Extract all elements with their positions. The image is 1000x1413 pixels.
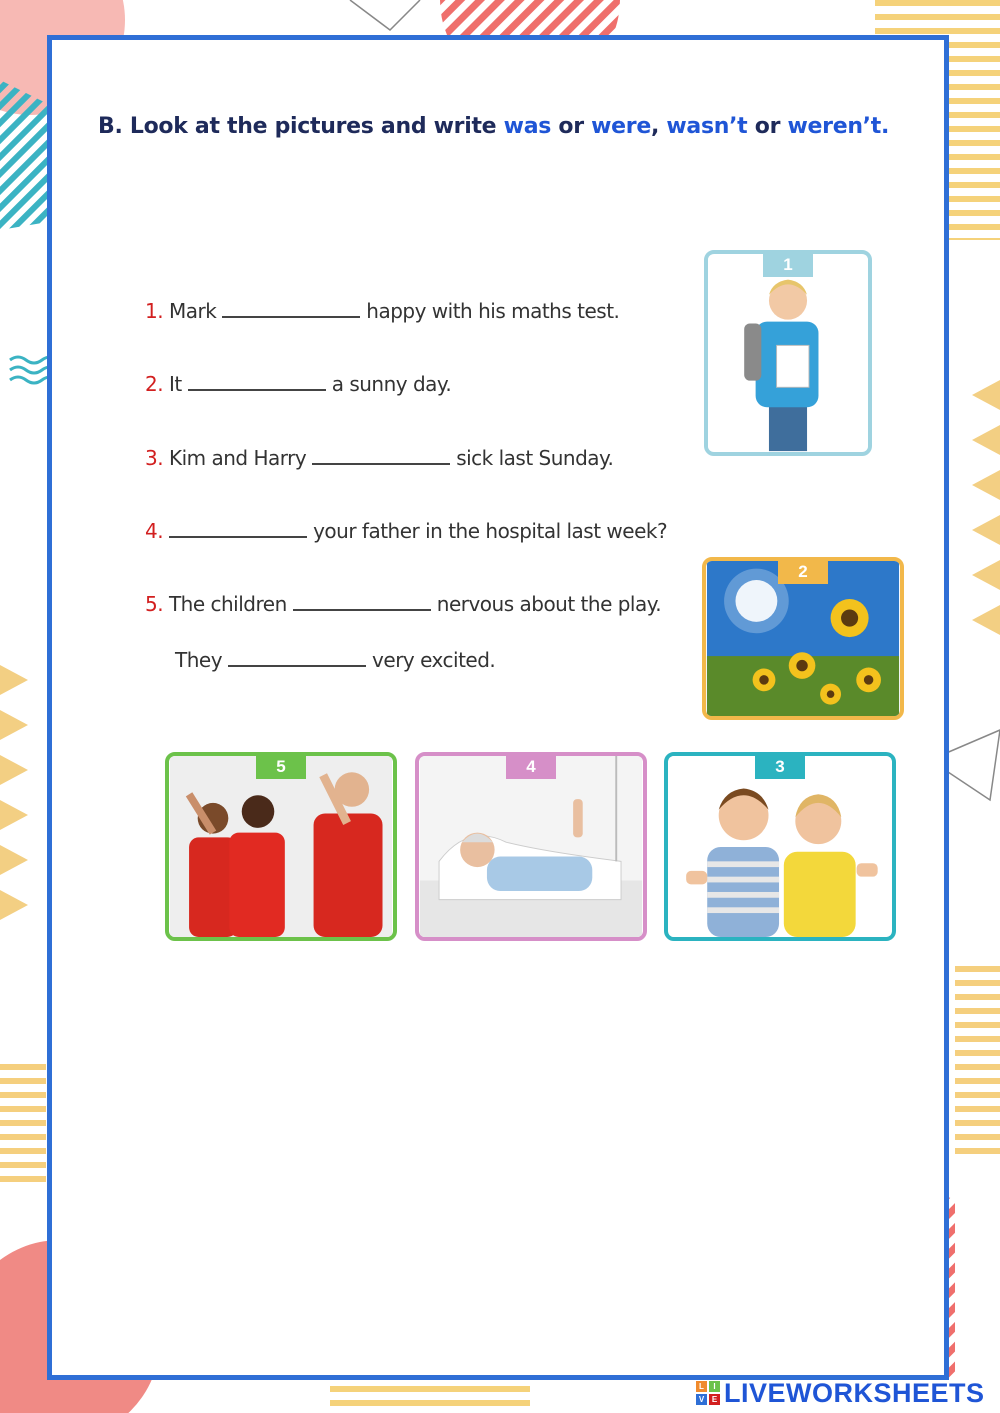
picture-number-badge: 2 [778,560,828,584]
exercise-item-4 [145,519,667,543]
exercise-item-2 [145,372,451,396]
title-prefix: B. Look at the pictures and write [98,114,497,139]
logo-grid-letter: I [709,1381,720,1392]
answer-blank-1[interactable] [222,300,360,318]
item-number: 4. [145,519,164,543]
keyword-was: was [503,114,552,139]
logo-grid-icon [696,1381,720,1405]
title-comma: , [650,114,660,139]
item-text-after: a sunny day. [331,372,452,396]
keyword-were: were [591,114,651,139]
picture-2-sunflowers [702,557,904,720]
item-text-before: The children [168,592,287,616]
item-text-before: It [168,372,182,396]
item-text-after: nervous about the play. [436,592,662,616]
item-text-before: Kim and Harry [168,446,307,470]
picture-1-boy-with-test [704,250,872,456]
item-text-before: They [175,648,223,672]
picture-5-children-dancing [165,752,397,941]
answer-blank-2[interactable] [188,373,326,391]
item-text-after: very excited. [372,648,496,672]
hospital-bed-icon [419,756,643,937]
answer-blank-3[interactable] [312,447,450,465]
exercise-item-3 [145,446,613,470]
item-number: 2. [145,372,164,396]
logo-grid-letter: V [696,1394,707,1405]
logo-text: LIVEWORKSHEETS [724,1377,985,1408]
instruction-title [98,114,889,139]
picture-number-badge: 3 [755,755,805,779]
item-number: 3. [145,446,164,470]
picture-3-kids-thumbs-up [664,752,896,941]
liveworksheets-logo [696,1375,985,1411]
sunflowers-icon [706,561,900,716]
picture-number-badge: 1 [763,253,813,277]
title-or-2: or [754,114,781,139]
kids-thumbs-up-icon [668,756,892,937]
answer-blank-5a[interactable] [293,593,431,611]
logo-grid-letter: L [696,1381,707,1392]
title-or-1: or [558,114,584,139]
boy-with-paper-icon [708,254,868,452]
answer-blank-5b[interactable] [228,649,366,667]
item-number: 5. [145,592,164,616]
exercise-item-1 [145,299,619,323]
item-text-after: your father in the hospital last week? [313,519,668,543]
answer-blank-4[interactable] [169,520,307,538]
picture-number-badge: 5 [256,755,306,779]
item-text-before: Mark [168,299,217,323]
keyword-wasnt: wasn’t [666,114,748,139]
exercise-item-5 [145,592,661,616]
item-text-after: happy with his maths test. [366,299,620,323]
picture-number-badge: 4 [506,755,556,779]
keyword-werent: weren’t [787,114,881,139]
item-text-after: sick last Sunday. [456,446,614,470]
exercise-item-5-second-line [175,648,495,672]
picture-4-hospital [415,752,647,941]
item-number: 1. [145,299,164,323]
children-dancing-icon [169,756,393,937]
logo-grid-letter: E [709,1394,720,1405]
title-period: . [880,114,890,139]
